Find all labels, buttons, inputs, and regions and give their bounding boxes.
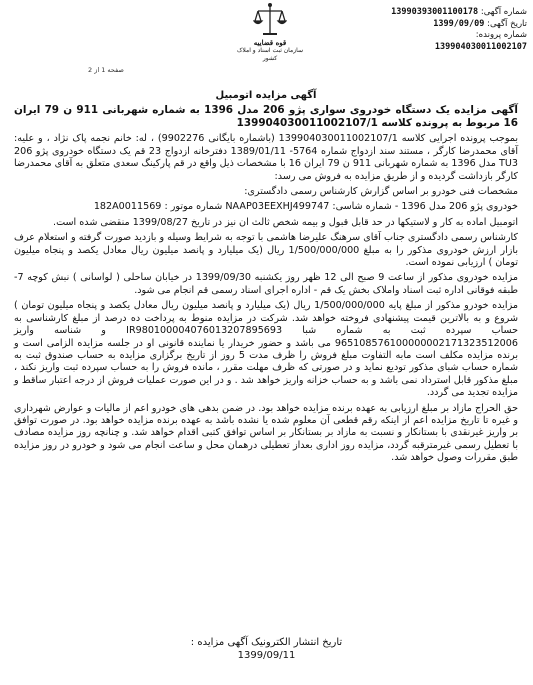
ad-number-row [327, 7, 527, 19]
document-body [14, 90, 518, 468]
scales-of-justice-icon [253, 2, 287, 38]
auction-fees: حق الحراج مازاد بر مبلغ ارزیابی به عهده برنده مزایده خواهد بود. در ضمن بدهی های خودرو اعم از مالیات و عوارض شهرداری و غیره تا تاریخ مزایده اعم از اینکه رقم قطعی آن معلوم شده یا نشده باشد به عهده برنده مزایده خواهد بود. در صورت توافق بر واریز غیرنقدی با بستانکار و نسبت به مازاد بر بستانکار بر اساس توافق کتبی اقدام خواهد شد. و چنانچه روز مزایده مصادف با تعطیل رسمی غیرمترقبه گردد، مزایده روز اداری بعداز تعطیلی درهمان محل و ساعت انجام می شود و خودرو در روز مزایده طبق مقررات وصول خواهد شد. [14, 402, 518, 464]
case-paragraph: بموجب پرونده اجرایی کلاسه 139904030011002107/1 (باشماره بایگانی 9902276) ، له: خانم نجمه پاک نژاد ، و علیه: آقای محمدرضا کارگر ، مستند سند ازدواج شماره 5764- 1389/01/11 دفترخانه ازدواج 23 قم یک دستگاه خودروی پژو 206 TU3 مدل 1396 به شماره شهربانی 911 ن 79 ایران 16 با مشخصات ذیل واقع در قم پارکینگ سعدی متعلق به آقای محمدرضا کارگر بازداشت گردیده و از طریق مزایده به فروش می رسد: [14, 133, 518, 182]
vehicle-condition: اتومبیل اماده به کار و لاستیکها در حد قابل قبول و بیمه شخص ثالث ان نیز در تاریخ 1399/08/27 منقضی شده است. [53, 216, 518, 228]
vehicle-specs: خودروی پژو 206 مدل 1396 - شماره شاسی: NAAP03EEXHJ499747 شماره موتور : 182A0011569 [93, 201, 518, 213]
judiciary-emblem [230, 2, 310, 68]
case-number-row [327, 42, 527, 54]
publish-footer [0, 636, 533, 662]
case-number: 139904030011002107 [434, 41, 527, 52]
ad-number-label: شماره آگهی: [480, 7, 527, 17]
publish-label: تاریخ انتشار الکترونیک آگهی مزایده : [190, 637, 343, 648]
case-number-label: شماره پرونده: [475, 30, 527, 40]
ad-date-label: تاریخ آگهی: [487, 18, 527, 29]
emblem-title: قوه قضاییه [253, 38, 287, 47]
page-indicator: صفحه 1 از 2 [88, 66, 124, 74]
emblem-subtitle: سازمان ثبت اسناد و املاک کشور [237, 47, 303, 62]
ad-meta [327, 7, 527, 53]
specs-heading: مشخصات فنی خودرو بر اساس گزارش کارشناس رسمی دادگستری: [244, 186, 518, 198]
ad-number: 13990393001100178 [391, 7, 479, 17]
document-title: آگهی مزایده اتومبیل [215, 90, 317, 101]
summary-paragraph: آگهی مزایده یک دستگاه خودروی سواری پژو 206 مدل 1396 به شماره شهربانی 911 ن 79 ایران 16 مربوط به پرونده کلاسه 139904030011002107/1 [14, 104, 518, 130]
case-number-label-row [327, 30, 527, 42]
document-header [0, 0, 533, 80]
expert-appraisal: کارشناس رسمی دادگستری جناب آقای سرهنگ علیرضا هاشمی با توجه به شرایط وسیله و بازدید صورت گرفته و استعلام عرف بازار ارزش خودروی مذکور را به مبلغ 1/500/000/000 ریال (یک میلیارد و پانصد میلیون ریال معادل یکصد و پنجاه میلیون تومان ) ارزیابی نموده است. [14, 232, 518, 269]
auction-time-place: مزایده خودروی مذکور از ساعت 9 صبح الی 12 ظهر روز یکشنبه 1399/09/30 در خیابان ساحلی ( لواسانی ) نبش کوچه 7- طبقه فوقانی اداره ثبت اسناد واملاک بخش یک قم - اداره اجرای اسناد رسمی قم انجام می شود. [14, 272, 519, 296]
ad-date-row [327, 19, 527, 31]
publish-date: 1399/09/11 [237, 650, 296, 661]
auction-terms: مزایده خودرو مذکور از مبلغ پایه 1/500/000/000 ریال (یک میلیارد و پانصد میلیون ریال معادل یکصد و پنجاه میلیون تومان ) شروع و به بالاترین قیمت پیشنهادی فروخته خواهد شد. شرکت در مزایده منوط به پرداخت ده درصد از مبلغ کارشناسی به حساب سپرده ثبت به شماره شبا IR980100004076013207895693 و شناسه واریز 965108576100000002171323512006 می باشد و حضور خریدار یا نماینده قانونی او در جلسه مزایده الزامی است و برنده مزایده مکلف است مابه التفاوت مبلغ فروش را ظرف مدت 5 روز از تاریخ برگزاری مزایده به حساب صندوق ثبت به شماره حساب شبای مذکور تودیع نماید و در صورتی که ظرف مهلت مقرر ، مانده فروش را به حساب سپرده ثبت واریز نکند ، مبلغ مذکور قابل استرداد نمی باشد و به حساب خزانه واریز خواهد شد . و در این صورت عملیات فروش از درجه اعتبار ساقط و مزایده تجدید می گردد. [14, 300, 519, 399]
ad-date: 1399/09/09 [433, 18, 485, 29]
